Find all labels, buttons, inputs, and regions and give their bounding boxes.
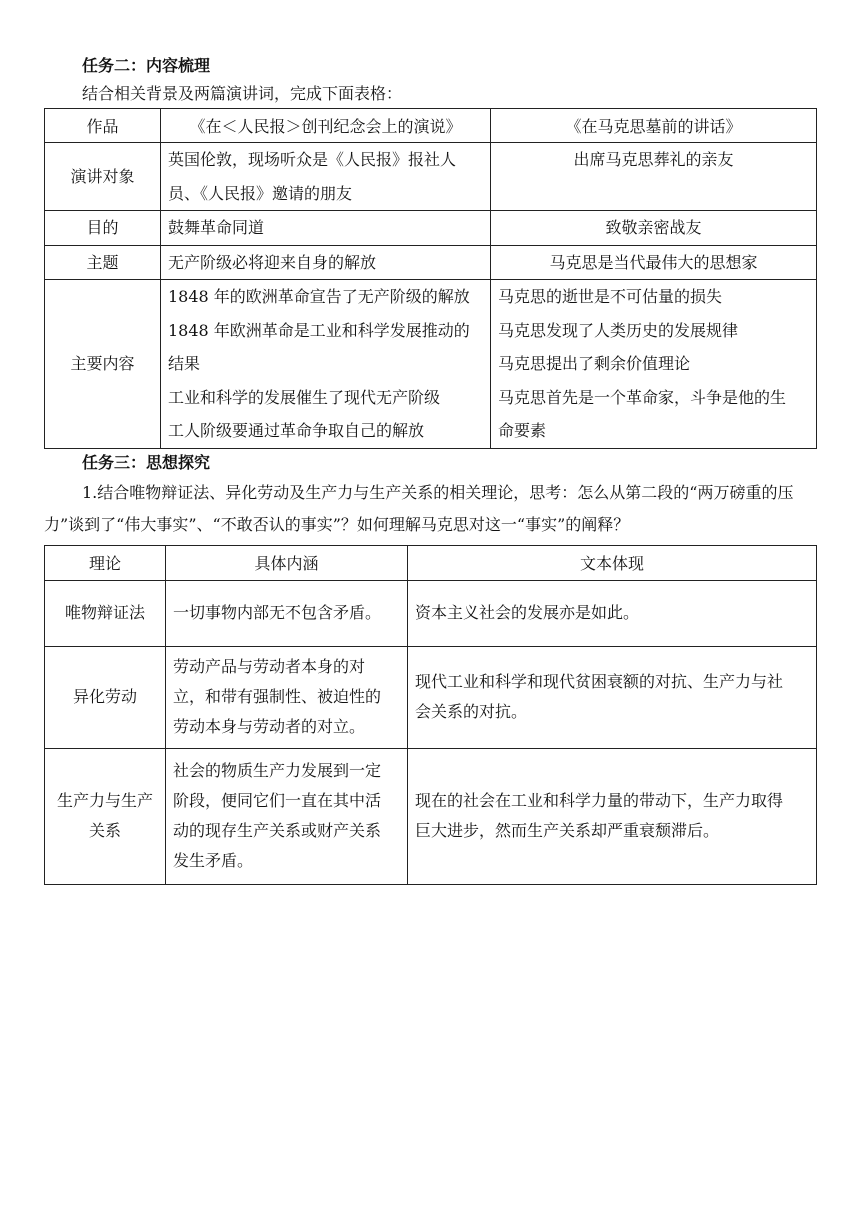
cell-line: 马克思发现了人类历史的发展规律 xyxy=(498,320,739,340)
header-work: 作品 xyxy=(45,109,161,143)
header-speech2: 《在马克思墓前的讲话》 xyxy=(491,109,817,143)
cell-line: 会关系的对抗。 xyxy=(415,702,528,721)
theory-productive-forces xyxy=(45,748,166,884)
cell-line: 社会的物质生产力发展到一定 xyxy=(173,761,382,780)
meaning-dialectics xyxy=(166,580,408,646)
cell-line: 英国伦敦，现场听众是《人民报》报社人 xyxy=(168,150,457,169)
cell-line: 动的现存生产关系或财产关系 xyxy=(173,821,382,840)
cell-line: 现代工业和科学和现代贫困衰额的对抗、生产力与社 xyxy=(415,672,784,691)
cell-line: 员、《人民报》邀请的朋友 xyxy=(168,183,353,203)
cell-line: 马克思首先是一个革命家，斗争是他的生 xyxy=(498,387,787,407)
audience-speech1 xyxy=(161,143,491,211)
theory-dialectics xyxy=(45,580,166,646)
content-speech2 xyxy=(491,280,817,449)
cell-line: 1848 年的欧洲革命宣告了无产阶级的解放 xyxy=(168,287,470,306)
theory-alienation xyxy=(45,646,166,748)
cell-line: 发生矛盾。 xyxy=(173,851,254,870)
cell-line: 命要素 xyxy=(498,421,547,440)
cell-line: 出席马克思葬礼的亲友 xyxy=(573,150,734,169)
cell-line: 异化劳动 xyxy=(72,687,137,706)
cell-line: 无产阶级必将迎来自身的解放 xyxy=(168,252,377,272)
cell-line: 现在的社会在工业和科学力量的带动下，生产力取得 xyxy=(415,791,784,810)
cell-line: 唯物辩证法 xyxy=(64,603,145,622)
theme-speech2 xyxy=(491,245,817,280)
table-row xyxy=(45,280,817,449)
cell-line: 阶段，便同它们一直在其中活 xyxy=(173,791,382,810)
text-productive-forces xyxy=(408,748,817,884)
cell-line: 马克思的逝世是不可估量的损失 xyxy=(498,287,723,306)
table-row xyxy=(45,580,817,646)
cell-line: 工业和科学的发展催生了现代无产阶级 xyxy=(168,387,441,407)
task3-heading: 任务三：思想探究 xyxy=(82,452,211,472)
table-header-row xyxy=(45,109,817,143)
audience-speech2 xyxy=(491,143,817,211)
task3-question: 1.结合唯物辩证法、异化劳动及生产力与生产关系的相关理论，思考：怎么从第二段的“两万磅重的压力”谈到了“伟大事实”、“不敢否认的事实”？如何理解马克思对这一“事实”的阐释？ xyxy=(44,482,794,534)
table-row xyxy=(45,211,817,246)
task2-heading: 任务二：内容梳理 xyxy=(82,56,211,75)
meaning-alienation xyxy=(166,646,408,748)
header-theory: 理论 xyxy=(45,545,166,580)
row-label-content: 主要内容 xyxy=(45,280,161,449)
cell-line: 关系 xyxy=(88,821,121,840)
table-header-row xyxy=(45,545,817,580)
header-meaning: 具体内涵 xyxy=(166,545,408,580)
cell-line: 巨大进步，然而生产关系却严重衰颓滞后。 xyxy=(415,821,720,840)
document-page xyxy=(44,52,816,885)
cell-line: 鼓舞革命同道 xyxy=(168,218,265,237)
row-label-purpose: 目的 xyxy=(45,211,161,246)
purpose-speech2 xyxy=(491,211,817,246)
table-row xyxy=(45,646,817,748)
cell-line: 立，和带有强制性、被迫性的 xyxy=(173,687,382,706)
cell-line: 马克思提出了剩余价值理论 xyxy=(498,354,691,373)
table-row xyxy=(45,143,817,211)
meaning-productive-forces xyxy=(166,748,408,884)
table-row xyxy=(45,748,817,884)
content-speech1 xyxy=(161,280,491,449)
cell-line: 工人阶级要通过革命争取自己的解放 xyxy=(168,421,425,440)
cell-line: 结果 xyxy=(168,354,201,373)
text-alienation xyxy=(408,646,817,748)
thought-exploration-table xyxy=(44,545,817,885)
row-label-theme: 主题 xyxy=(45,245,161,280)
row-label-audience: 演讲对象 xyxy=(45,143,161,211)
cell-line: 一切事物内部无不包含矛盾。 xyxy=(173,603,382,622)
header-text: 文本体现 xyxy=(408,545,817,580)
cell-line: 致敬亲密战友 xyxy=(605,218,702,237)
cell-line: 劳动本身与劳动者的对立。 xyxy=(173,717,366,736)
cell-line: 劳动产品与劳动者本身的对 xyxy=(173,657,366,676)
purpose-speech1 xyxy=(161,211,491,246)
cell-line: 生产力与生产 xyxy=(56,791,153,810)
task2-intro: 结合相关背景及两篇演讲词，完成下面表格： xyxy=(82,84,403,103)
cell-line: 马克思是当代最伟大的思想家 xyxy=(549,252,758,272)
table-row xyxy=(45,245,817,280)
content-summary-table xyxy=(44,108,817,449)
theme-speech1 xyxy=(161,245,491,280)
cell-line: 1848 年欧洲革命是工业和科学发展推动的 xyxy=(168,320,470,340)
header-speech1: 《在＜人民报＞创刊纪念会上的演说》 xyxy=(161,109,491,143)
text-dialectics xyxy=(408,580,817,646)
cell-line: 资本主义社会的发展亦是如此。 xyxy=(415,603,640,622)
